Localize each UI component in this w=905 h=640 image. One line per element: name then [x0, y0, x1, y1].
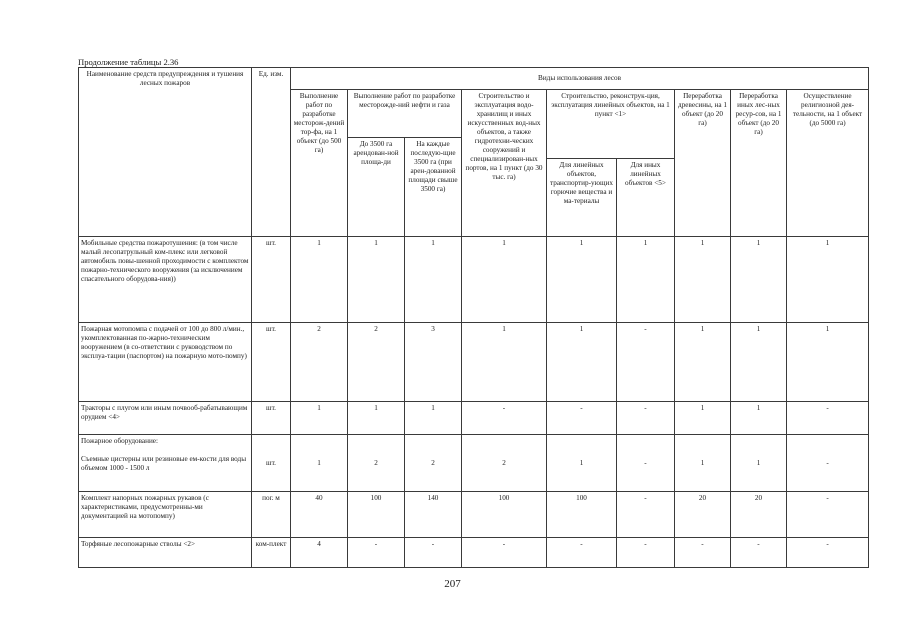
header-water: Строительство и эксплуатация водо-хранилищ и иных искусственных вод-ных объектов, а также гидротехни-ческих сооружений и специализирован-ных портов, на 1 пункт (до 30 тыс. га) [462, 90, 547, 237]
cell: 2 [405, 435, 462, 492]
cell: 1 [405, 237, 462, 323]
cell: 100 [462, 492, 547, 538]
cell: 2 [348, 435, 405, 492]
cell: 20 [731, 492, 787, 538]
row-name: Мобильные средства пожаротушения: (в том числе малый лесопатрульный ком-плекс или легковой автомобиль повы-шенной проходимости с комплектом пожарно-технического вооружения (за исключением спасательного оборудова-ния)) [79, 237, 252, 323]
cell: 1 [547, 237, 617, 323]
header-linear-a: Для линейных объектов, транспортир-ующих горючие вещества и ма-териалы [547, 159, 617, 237]
row-unit: пог. м [252, 492, 291, 538]
cell: - [617, 492, 675, 538]
cell: - [547, 402, 617, 435]
header-other-resources: Переработка иных лес-ных ресур-сов, на 1 объект (до 20 га) [731, 90, 787, 237]
table-row [79, 492, 869, 538]
cell: 1 [547, 435, 617, 492]
cell: 1 [675, 323, 731, 402]
cell: 20 [675, 492, 731, 538]
cell: - [617, 538, 675, 568]
table-row [79, 402, 869, 435]
header-wood: Переработка древесины, на 1 объект (до 20 га) [675, 90, 731, 237]
cell: - [547, 538, 617, 568]
header-religious: Осуществление религиозной дея-тельности, на 1 объект (до 5000 га) [787, 90, 869, 237]
cell: 1 [291, 237, 348, 323]
cell: - [787, 492, 869, 538]
header-unit-col: Ед. изм. [252, 68, 291, 237]
row-name: Тракторы с плугом или иным почвооб-рабатывающим орудием <4> [79, 402, 252, 435]
table-row [79, 323, 869, 402]
cell: - [731, 538, 787, 568]
cell: 1 [462, 237, 547, 323]
cell: - [462, 538, 547, 568]
cell: 1 [675, 237, 731, 323]
row-name [79, 435, 252, 492]
cell: 2 [291, 323, 348, 402]
cell: - [787, 538, 869, 568]
header-peat: Выполнение работ по разработке месторож-дений тор-фа, на 1 объект (до 500 га) [291, 90, 348, 237]
row-name: Комплект напорных пожарных рукавов (с характеристиками, предусмотренны-ми документацией на мотопомпу) [79, 492, 252, 538]
row-unit: шт. [252, 402, 291, 435]
cell: 3 [405, 323, 462, 402]
cell: 1 [731, 402, 787, 435]
cell: 1 [547, 323, 617, 402]
cell: 1 [348, 237, 405, 323]
row-name: Торфяные лесопожарные стволы <2> [79, 538, 252, 568]
row-group-title: Пожарное оборудование: [81, 437, 158, 445]
header-oilgas: Выполнение работ по разработке месторожде-ний нефти и газа [348, 90, 462, 138]
cell: 1 [675, 402, 731, 435]
row-unit: ком-плект [252, 538, 291, 568]
row-name-text: Съемные цистерны или резиновые ем-кости для воды объемом 1000 - 1500 л [81, 455, 247, 472]
header-oilgas-a: До 3500 га арендован-ной площа-ди [348, 138, 405, 237]
cell: 1 [291, 435, 348, 492]
cell: - [617, 402, 675, 435]
cell: 1 [462, 323, 547, 402]
cell: - [348, 538, 405, 568]
cell: 40 [291, 492, 348, 538]
cell: 1 [675, 435, 731, 492]
header-oilgas-b: На каждые последую-щие 3500 га (при арен-дованной площади свыше 3500 га) [405, 138, 462, 237]
cell: - [787, 402, 869, 435]
cell: 2 [462, 435, 547, 492]
use-of-forests-table [78, 67, 869, 568]
table-row [79, 538, 869, 568]
header-group-title: Виды использования лесов [291, 68, 869, 90]
cell: 1 [291, 402, 348, 435]
cell: - [787, 435, 869, 492]
cell: 1 [731, 237, 787, 323]
header-linear: Строительство, реконструк-ция, эксплуатация линейных объектов, на 1 пункт <1> [547, 90, 675, 159]
table-row [79, 435, 869, 492]
cell: 4 [291, 538, 348, 568]
cell: 1 [787, 237, 869, 323]
cell: - [675, 538, 731, 568]
cell: 1 [731, 435, 787, 492]
row-unit: шт. [252, 323, 291, 402]
page-number: 207 [444, 578, 461, 590]
table-caption: Продолжение таблицы 2.36 [78, 57, 179, 67]
cell: 1 [731, 323, 787, 402]
row-unit: шт. [252, 237, 291, 323]
cell: 1 [787, 323, 869, 402]
cell: 1 [348, 402, 405, 435]
cell: - [617, 323, 675, 402]
cell: - [617, 435, 675, 492]
cell: - [405, 538, 462, 568]
cell: 1 [405, 402, 462, 435]
cell: 100 [547, 492, 617, 538]
row-unit: шт. [252, 435, 291, 492]
cell: 140 [405, 492, 462, 538]
cell: 1 [617, 237, 675, 323]
row-name: Пожарная мотопомпа с подачей от 100 до 800 л/мин., укомплектованная по-жарно-техническим вооружением (в со-ответствии с руководством по эксплуа-тации (паспортом) на пожарную мото-помпу) [79, 323, 252, 402]
cell: - [462, 402, 547, 435]
cell: 100 [348, 492, 405, 538]
cell: 2 [348, 323, 405, 402]
table-row [79, 237, 869, 323]
header-name-col: Наименование средств предупреждения и тушения лесных пожаров [79, 68, 252, 237]
header-linear-b: Для иных линейных объектов <5> [617, 159, 675, 237]
